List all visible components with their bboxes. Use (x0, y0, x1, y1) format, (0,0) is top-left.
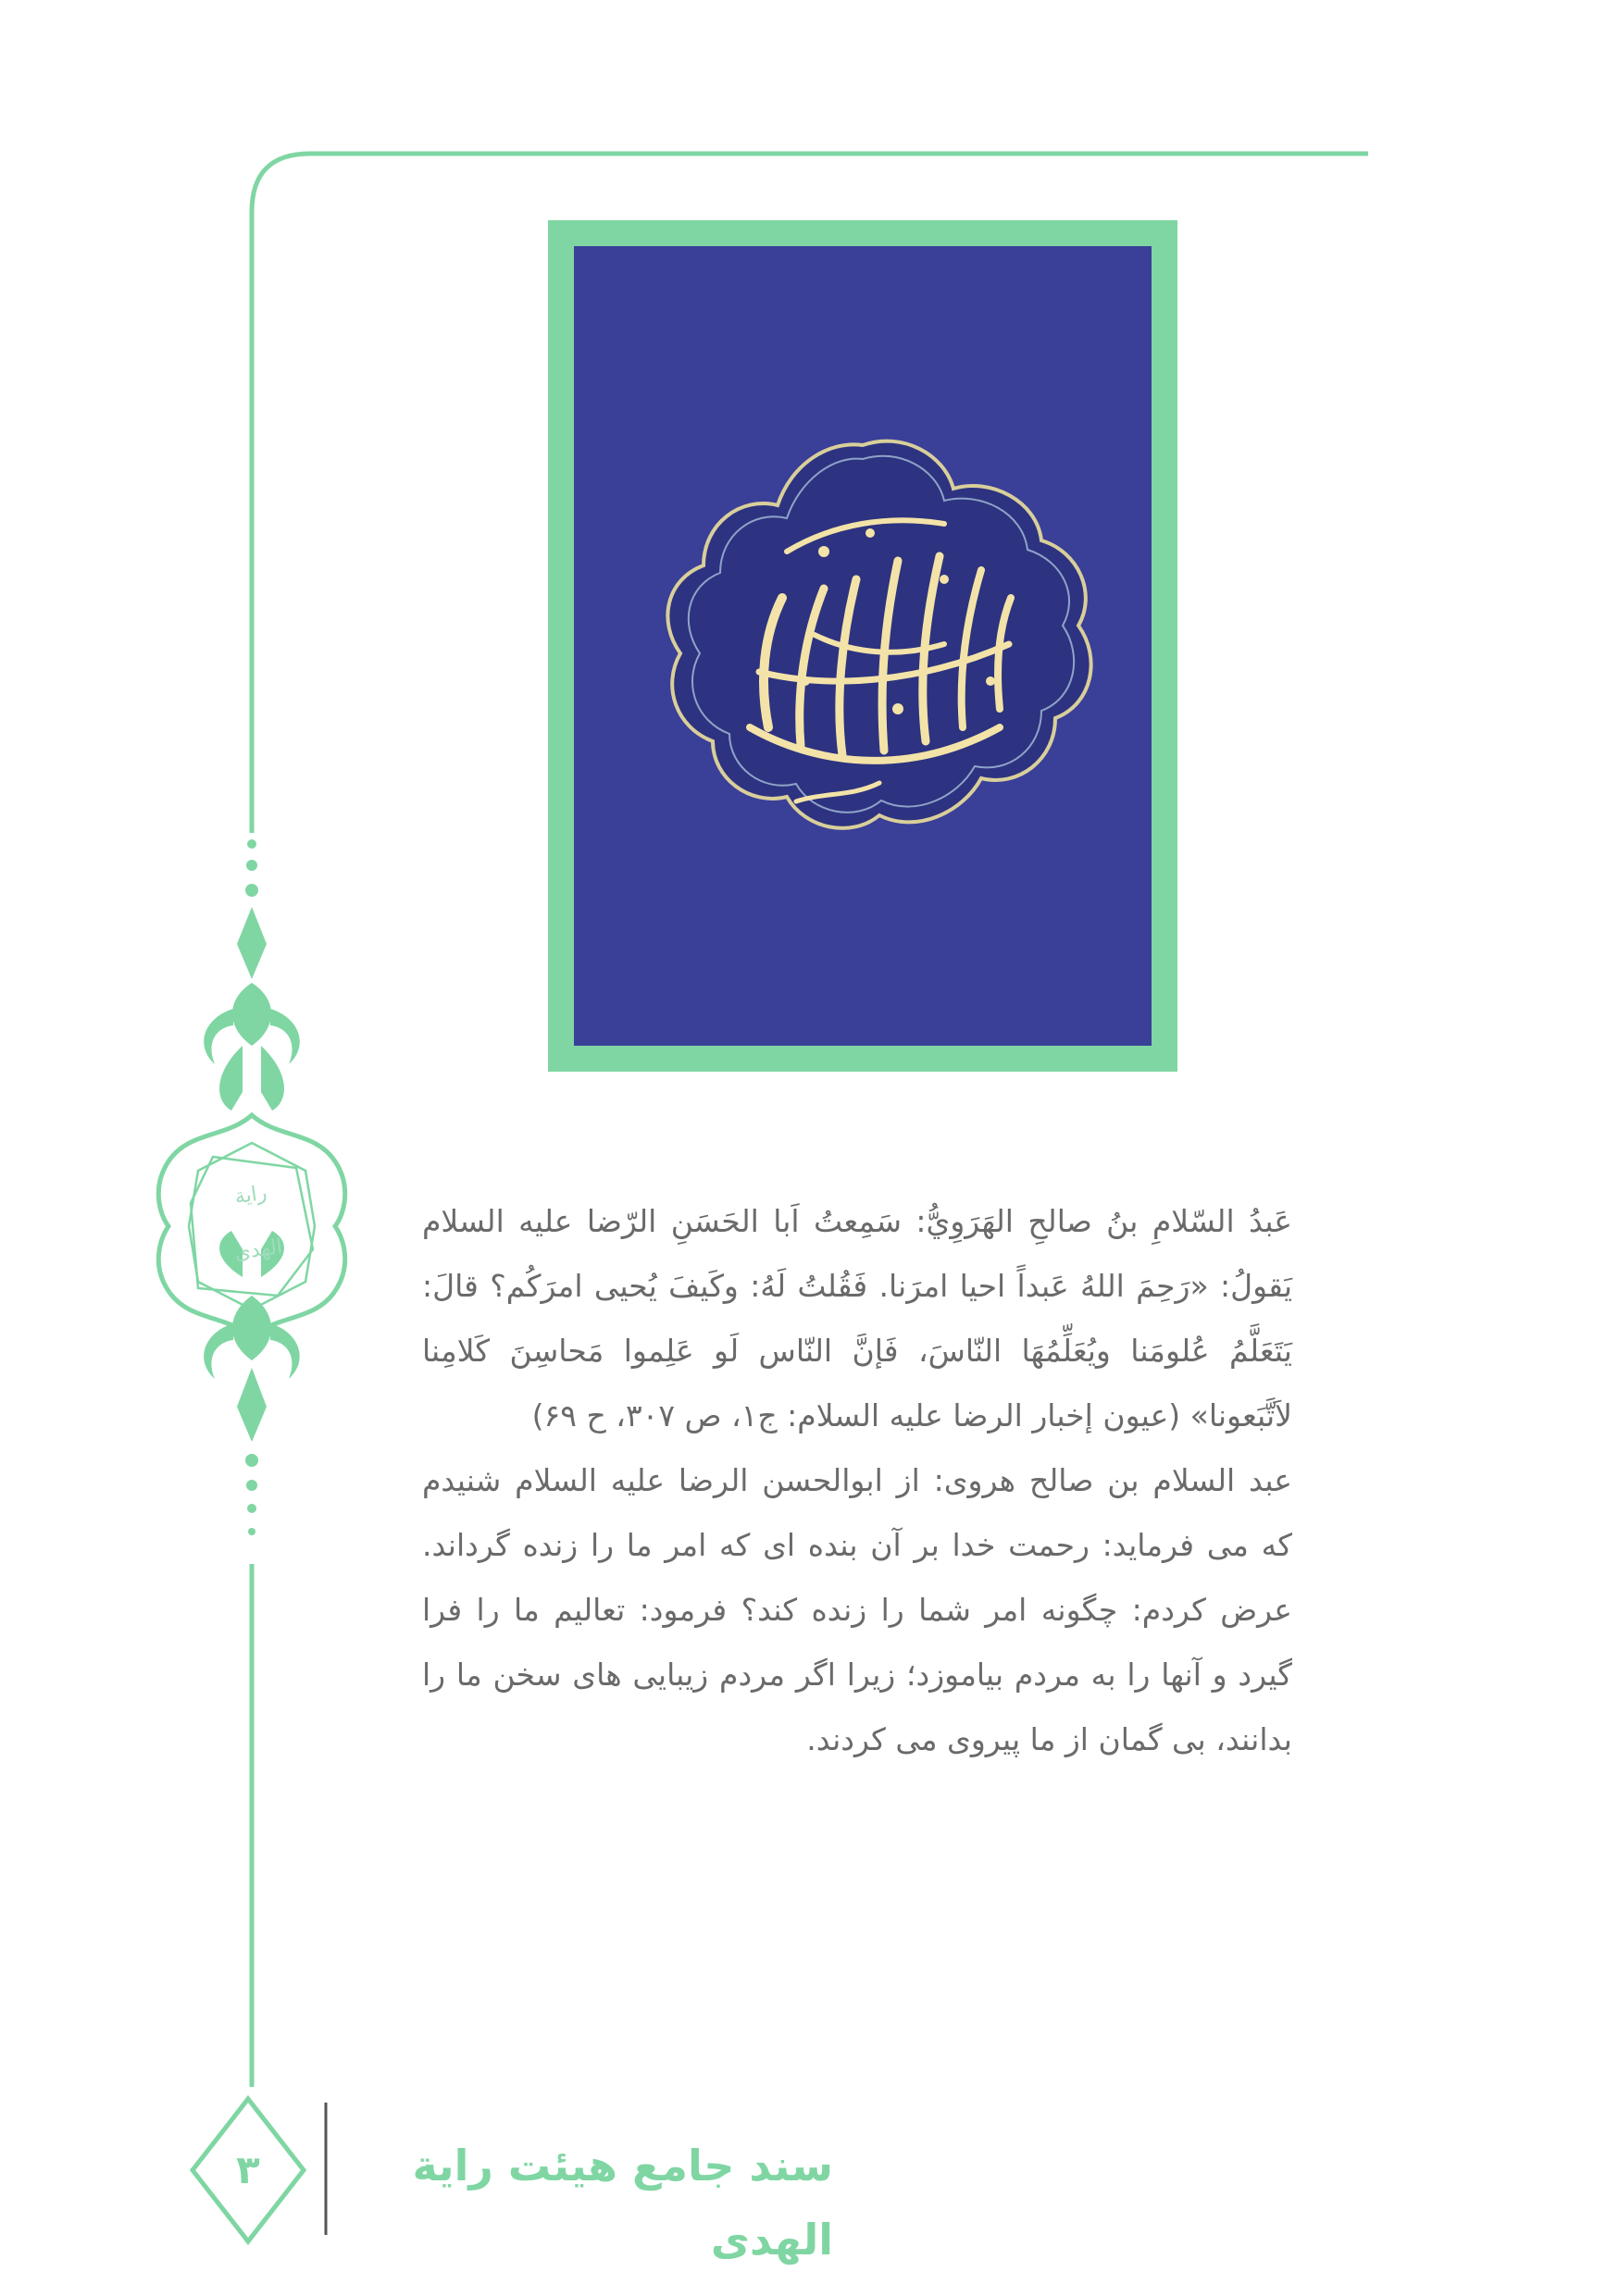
page-number: ۳ (236, 2147, 260, 2192)
footer-title: سند جامع هیئت رایة الهدی (412, 2141, 833, 2265)
persian-paragraph: عبد السلام بن صالح هروی: از ابوالحسن الرضا علیه السلام شنیدم که می فرماید: رحمت خدا بر آن بنده ای که امر ما را زنده گرداند. عرض کردم: چگونه امر شما را زنده کند؟ فرمود: تعالیم ما را فرا گیرد و آنها را به مردم بیاموزد؛ زیرا اگر مردم زیبایی های سخن ما را بدانند، بی گمان از ما پیروی می کردند. (422, 1462, 1292, 1757)
hadith-text (422, 1189, 1292, 1772)
arabic-paragraph: عَبدُ السّلامِ بنُ صالحِ الهَرَوِيُّ: سَمِعتُ اَبا الحَسَنِ الرّضا علیه السلام یَقولُ: «رَحِمَ اللهُ عَبداً احیا امرَنا. فَقُلتُ لَهُ: وکَیفَ یُحیی امرَکُم؟ قالَ: یَتَعَلَّمُ عُلومَنا ویُعَلِّمُهَا النّاسَ، فَإنَّ النّاس لَو عَلِموا مَحاسِنَ کَلامِنا لاَتَّبَعونا» (عیون إخبار الرضا علیه السلام: ج۱، ص ۳۰۷، ح ۶۹) (422, 1203, 1292, 1433)
calligraphy-background (574, 246, 1152, 1046)
calligraphy-medallion-icon (574, 246, 1152, 1046)
emblem-label: رایة الهدی (232, 1181, 284, 1265)
calligraphy-image (548, 220, 1177, 1072)
